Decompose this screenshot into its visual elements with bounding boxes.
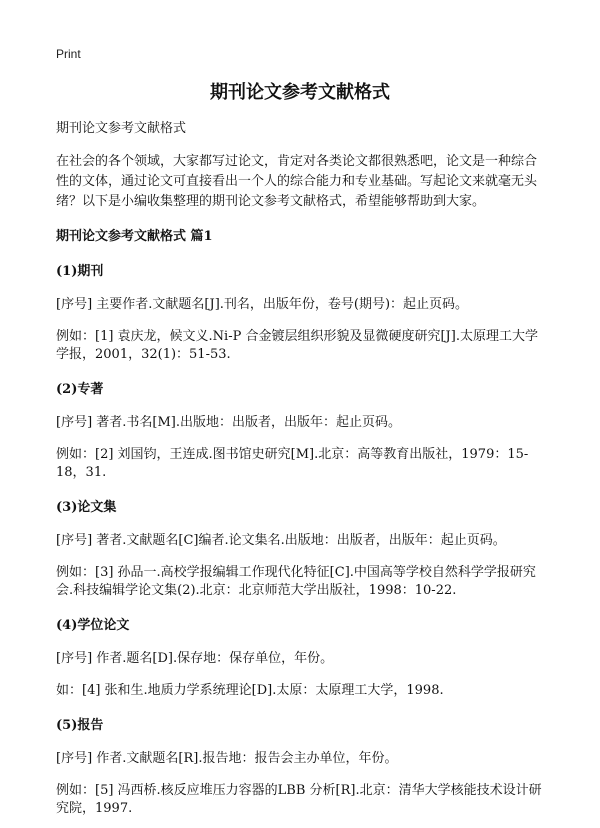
section-heading: 期刊论文参考文献格式 篇1 — [56, 229, 213, 244]
category-thesis — [56, 617, 544, 700]
example-line: 例如：[3] 孙品一.高校学报编辑工作现代化特征[C].中国高等学校自然科学学报研究会.科技编辑学论文集(2).北京：北京师范大学出版社，1998：10-22. — [56, 565, 536, 598]
category-heading: (3)论文集 — [56, 500, 117, 515]
category-heading: (1)期刊 — [56, 264, 104, 279]
document-title: 期刊论文参考文献格式 — [210, 82, 390, 103]
format-line: [序号] 主要作者.文献题名[J].刊名，出版年份，卷号(期号)：起止页码。 — [56, 297, 469, 312]
example-line: 例如：[5] 冯西桥.核反应堆压力容器的LBB 分析[R].北京：清华大学核能技术设计研究院，1997. — [56, 783, 542, 816]
category-proceedings — [56, 499, 544, 600]
example-line: 如：[4] 张和生.地质力学系统理论[D].太原：太原理工大学，1998. — [56, 683, 444, 698]
format-line: [序号] 作者.题名[D].保存地：保存单位，年份。 — [56, 651, 334, 666]
format-line: [序号] 著者.文献题名[C]编者.论文集名.出版地：出版者，出版年：起止页码。 — [56, 533, 506, 548]
print-link[interactable]: Print — [56, 47, 81, 61]
example-line: 例如：[2] 刘国钧，王连成.图书馆史研究[M].北京：高等教育出版社，1979：15-18，31. — [56, 447, 529, 480]
intro-paragraph: 在社会的各个领域，大家都写过论文，肯定对各类论文都很熟悉吧，论文是一种综合性的文体，通过论文可直接看出一个人的综合能力和专业基础。写起论文来就毫无头绪？以下是小编收集整理的期刊论文参考文献格式，希望能够帮助到大家。 — [56, 154, 538, 209]
document-subtitle: 期刊论文参考文献格式 — [56, 121, 187, 136]
format-line: [序号] 著者.书名[M].出版地：出版者，出版年：起止页码。 — [56, 415, 401, 430]
example-line: 例如：[1] 袁庆龙，候文义.Ni-P 合金镀层组织形貌及显微硬度研究[J].太原理工大学学报，2001，32(1)：51-53. — [56, 329, 538, 362]
format-line: [序号] 作者.文献题名[R].报告地：报告会主办单位，年份。 — [56, 751, 398, 766]
category-heading: (5)报告 — [56, 718, 104, 733]
category-heading: (4)学位论文 — [56, 618, 130, 633]
category-heading: (2)专著 — [56, 382, 104, 397]
category-monograph — [56, 381, 544, 482]
category-journal — [56, 263, 544, 364]
category-report — [56, 717, 544, 818]
